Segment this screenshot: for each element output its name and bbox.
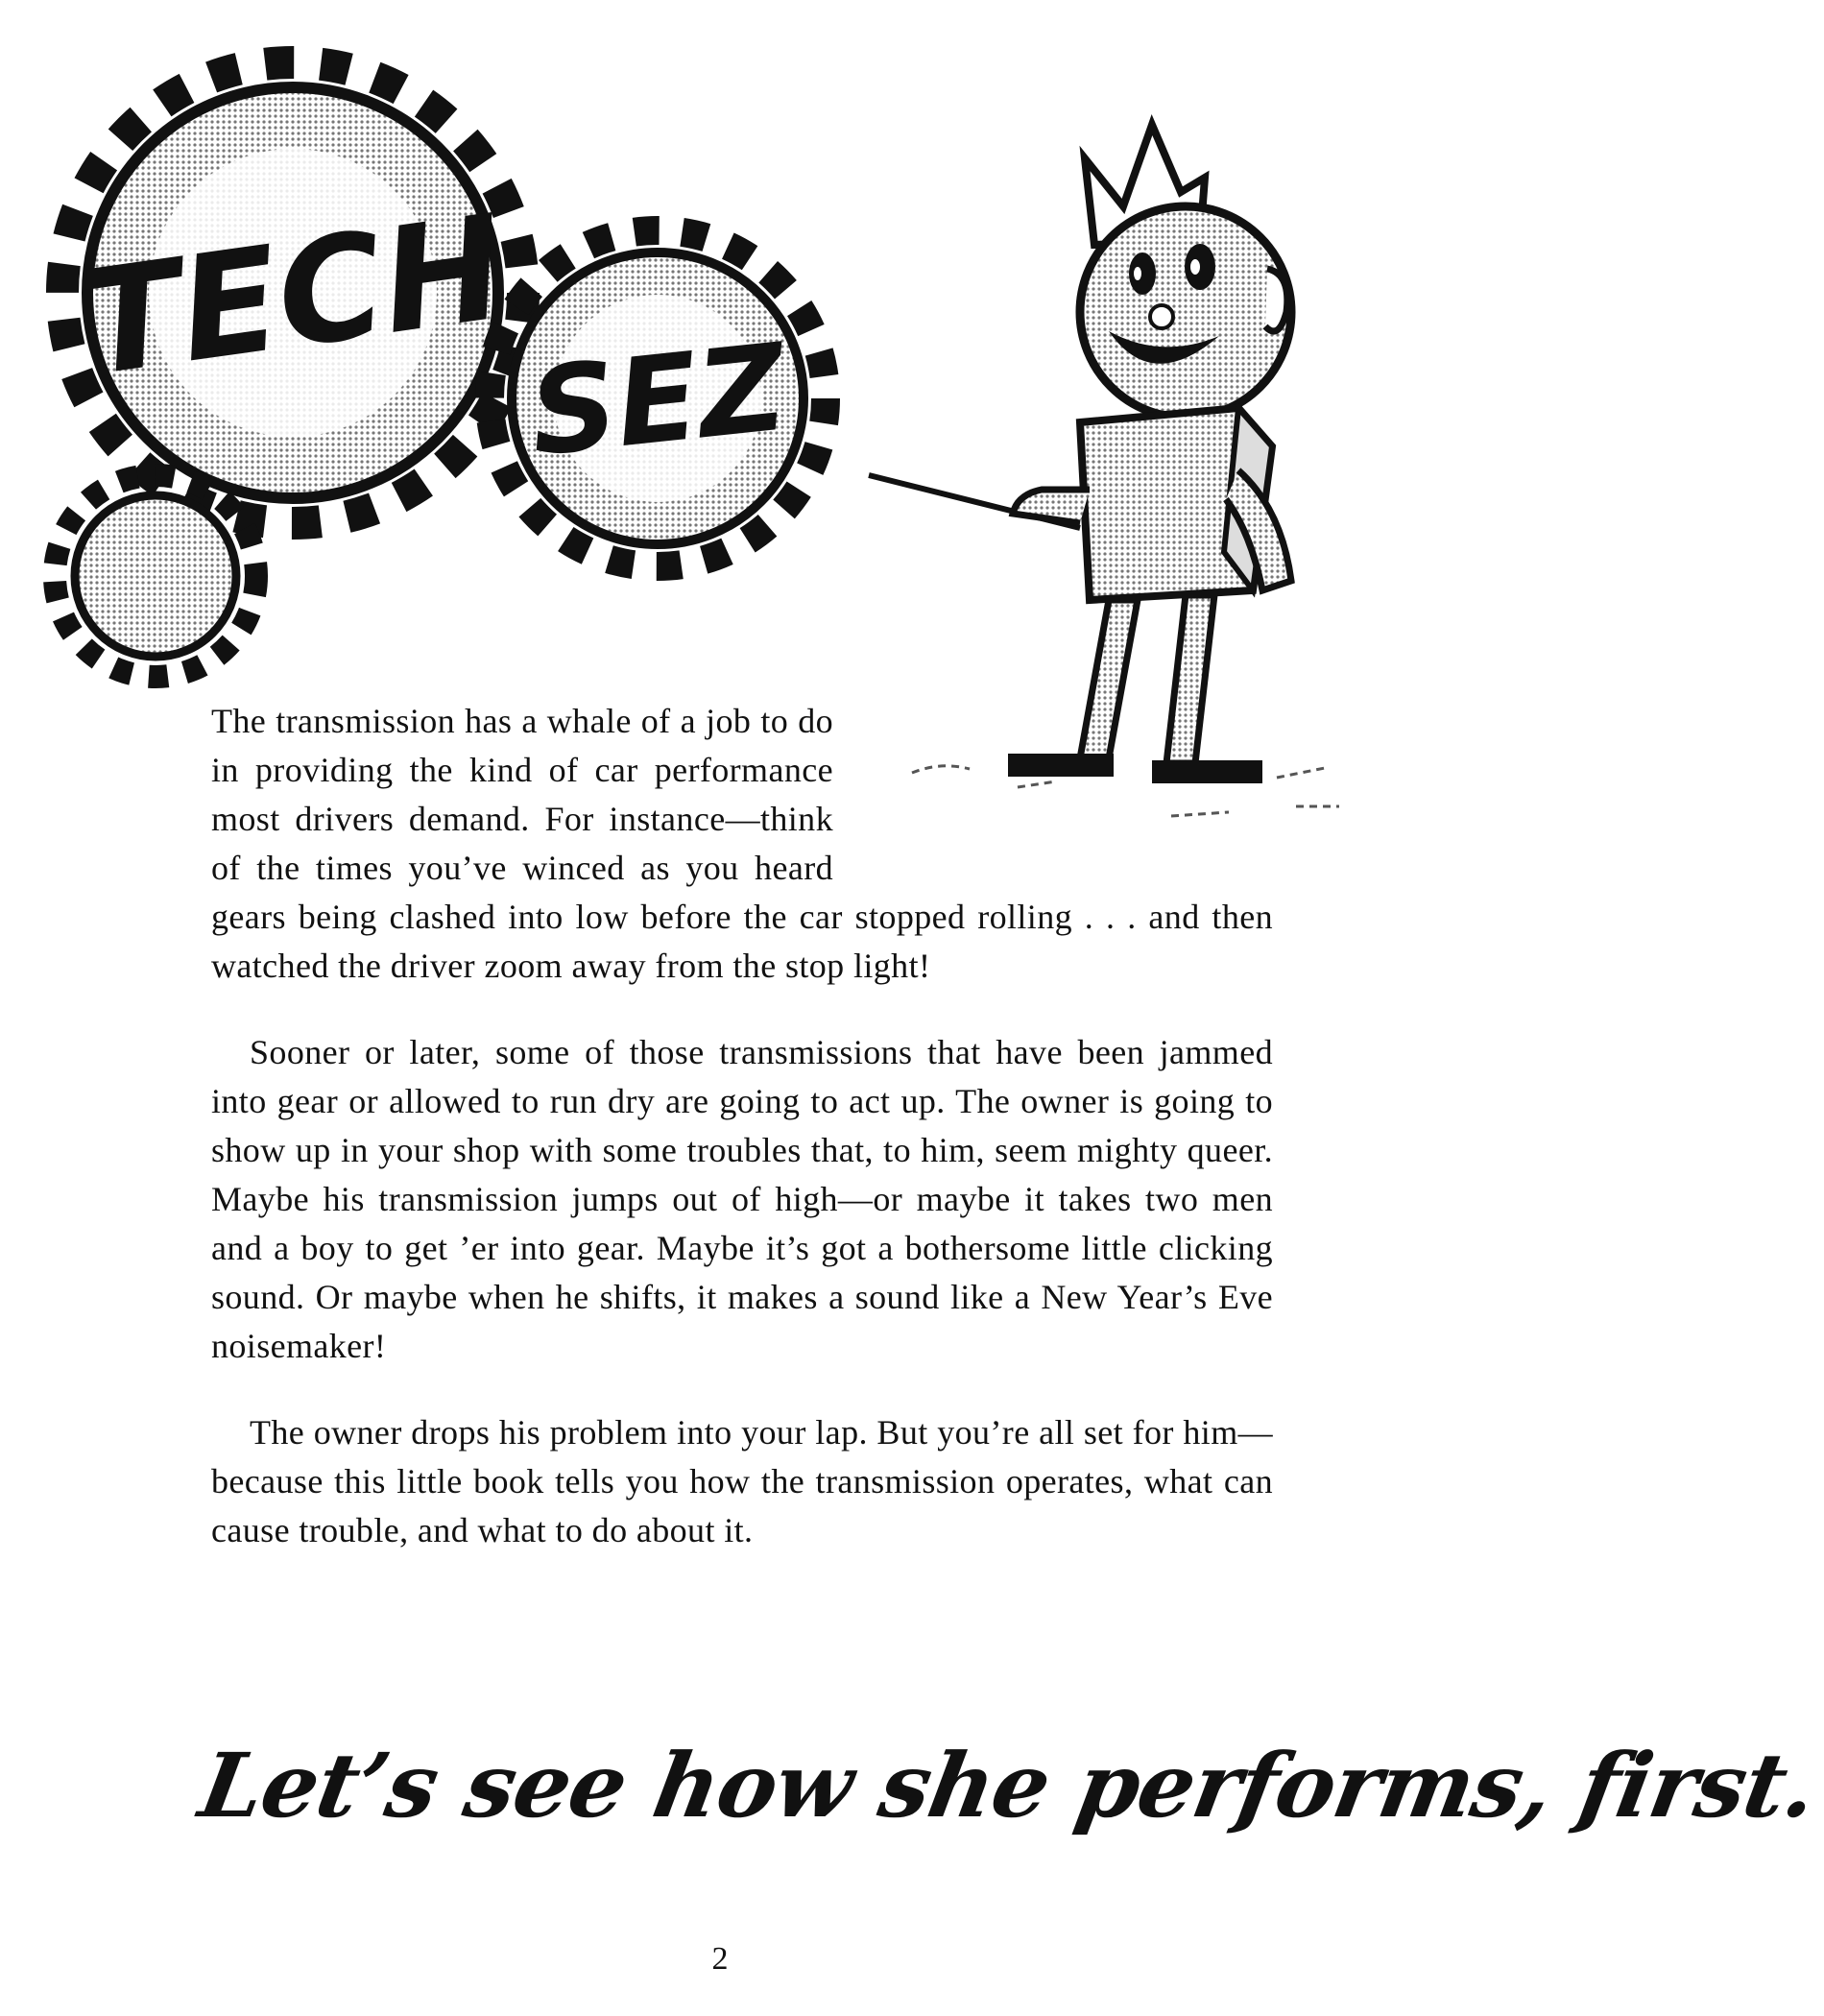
sez-gear-text: SEZ xyxy=(523,318,793,484)
page-number: 2 xyxy=(711,1941,729,1977)
paragraph-intro: The transmission has a whale of a job to do in providing the kind of car performance most drivers demand. For instance—think of the times you’ve winced as you heard gears being clashed into low before the car stopped rolling . . . and then watched the driver zoom away from the stop light! xyxy=(211,702,1273,985)
tech-gear-text: TECH xyxy=(72,184,515,409)
paragraph-troubles: Sooner or later, some of those transmissions that have been jammed into gear or allowed to run dry are going to act up. The owner is going to show up in your shop with some troubles that, to him, seem mighty queer. Maybe his transmission jumps out of high—or maybe it takes two men and a boy to get ’er into gear. Maybe it’s got a bothersome little clicking sound. Or maybe when he shifts, it makes a sound like a New Year’s Eve noisemaker! xyxy=(211,1033,1273,1365)
paragraph-owner: The owner drops his problem into your lap. But you’re all set for him—because this little book tells you how the transmission operates, what can cause trouble, and what to do about it. xyxy=(211,1413,1273,1549)
body-text xyxy=(211,697,1273,1555)
sez-gear-icon xyxy=(490,230,826,566)
small-gear-icon xyxy=(55,475,256,677)
script-tagline: Let’s see how she performs, first. xyxy=(192,1734,1824,1837)
tech-gear-icon xyxy=(62,62,523,523)
